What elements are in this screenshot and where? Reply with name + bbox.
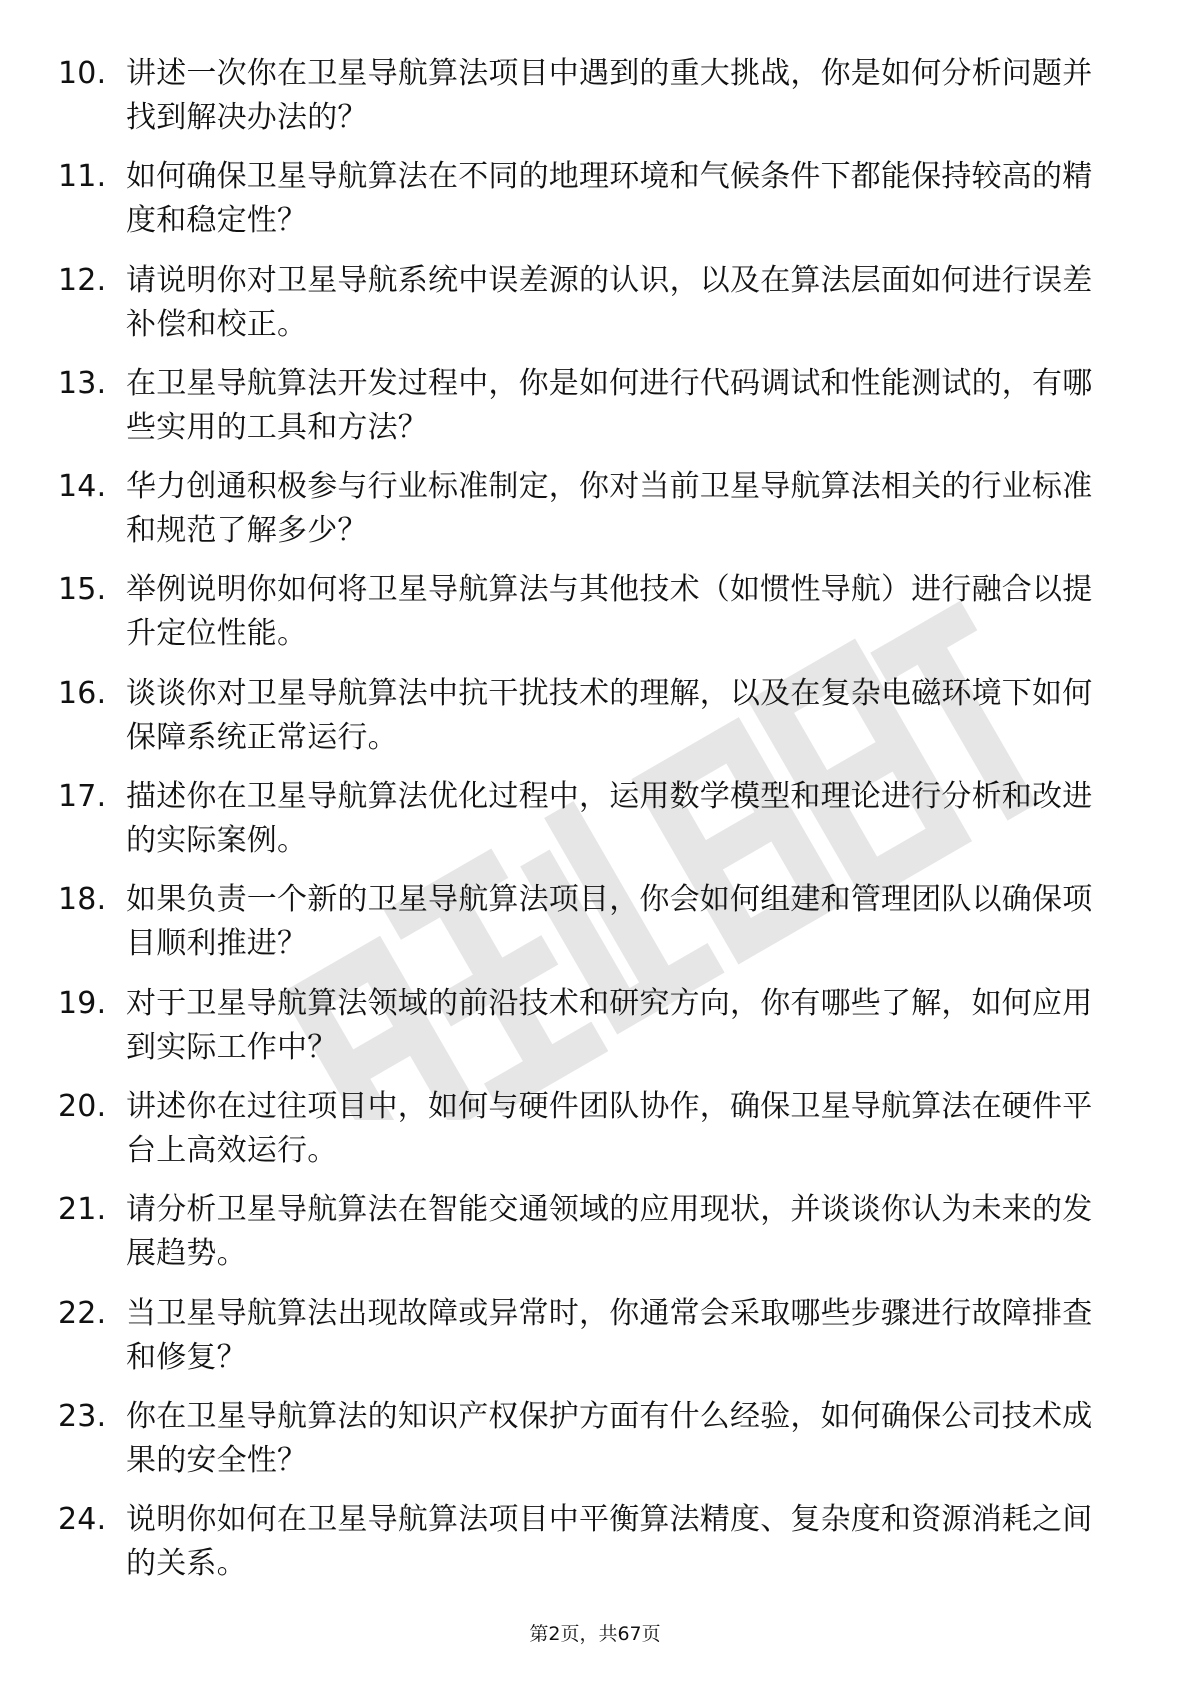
question-number: 15. [58,572,107,608]
question-text: 讲述一次你在卫星导航算法项目中遇到的重大挑战，你是如何分析问题并找到解决办法的？ [126,56,1093,135]
question-text: 你在卫星导航算法的知识产权保护方面有什么经验，如何确保公司技术成果的安全性？ [126,1398,1093,1478]
question-item [58,1498,1118,1586]
question-list [58,52,1118,1601]
question-item [58,568,1118,656]
question-text: 对于卫星导航算法领域的前沿技术和研究方向，你有哪些了解，如何应用到实际工作中？ [126,985,1093,1065]
question-number: 12. [58,262,107,298]
question-text: 请说明你对卫星导航系统中误差源的认识，以及在算法层面如何进行误差补偿和校正。 [126,262,1093,342]
question-number: 11. [58,159,107,195]
question-item [58,465,1118,553]
question-text: 举例说明你如何将卫星导航算法与其他技术（如惯性导航）进行融合以提升定位性能。 [126,572,1093,652]
question-item [58,362,1118,450]
question-item [58,1292,1118,1380]
question-number: 23. [58,1398,107,1434]
question-text: 如何确保卫星导航算法在不同的地理环境和气候条件下都能保持较高的精度和稳定性？ [126,159,1093,239]
question-text: 如果负责一个新的卫星导航算法项目，你会如何组建和管理团队以确保项目顺利推进？ [126,882,1093,962]
question-number: 24. [58,1502,107,1538]
question-number: 20. [58,1088,107,1124]
question-item [58,982,1118,1070]
question-text: 当卫星导航算法出现故障或异常时，你通常会采取哪些步骤进行故障排查和修复？ [126,1295,1093,1375]
question-text: 说明你如何在卫星导航算法项目中平衡算法精度、复杂度和资源消耗之间的关系。 [126,1502,1093,1582]
question-item [58,1395,1118,1483]
question-number: 14. [58,469,107,505]
question-number: 13. [58,365,107,401]
question-number: 17. [58,779,107,815]
question-item [58,1085,1118,1173]
question-number: 10. [58,56,107,91]
question-number: 16. [58,675,107,711]
page-number-footer: 第2页，共67页 [529,1623,661,1645]
question-text: 在卫星导航算法开发过程中，你是如何进行代码调试和性能测试的，有哪些实用的工具和方法？ [126,365,1093,445]
question-item [58,155,1118,243]
question-text: 谈谈你对卫星导航算法中抗干扰技术的理解，以及在复杂电磁环境下如何保障系统正常运行。 [126,675,1093,755]
question-item [58,52,1118,140]
question-text: 请分析卫星导航算法在智能交通领域的应用现状，并谈谈你认为未来的发展趋势。 [126,1192,1093,1272]
question-text: 华力创通积极参与行业标准制定，你对当前卫星导航算法相关的行业标准和规范了解多少？ [126,469,1093,549]
question-number: 18. [58,882,107,918]
question-number: 21. [58,1192,107,1228]
question-number: 22. [58,1295,107,1331]
question-text: 描述你在卫星导航算法优化过程中，运用数学模型和理论进行分析和改进的实际案例。 [126,779,1093,859]
question-item [58,775,1118,863]
question-number: 19. [58,985,107,1021]
question-text: 讲述你在过往项目中，如何与硬件团队协作，确保卫星导航算法在硬件平台上高效运行。 [126,1088,1093,1168]
question-item [58,259,1118,347]
question-item [58,878,1118,966]
question-item [58,672,1118,760]
question-item [58,1188,1118,1276]
